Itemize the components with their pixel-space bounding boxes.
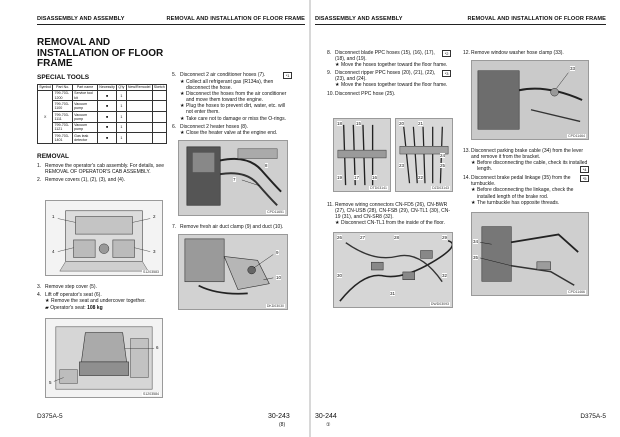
step-text: Disconnect blade PPC hoses (15), (16), (17), (18), and (19).: [335, 50, 435, 63]
note-text: Close the heater valve at the engine end.: [186, 129, 278, 136]
figure-brake-linkage: [471, 212, 589, 296]
tool-qty: 1: [117, 90, 127, 101]
right-column-2: [463, 48, 589, 56]
figure-code: S1203583: [143, 270, 159, 274]
tool-necessity: ■: [98, 112, 117, 123]
tool-qty: 1: [117, 101, 127, 112]
callout-22: 22: [418, 175, 424, 180]
step-6-note: ★ Close the heater valve at the engine end.: [180, 129, 278, 136]
tool-necessity: ■: [98, 133, 117, 144]
reference-mark: *1: [283, 72, 292, 79]
callout-20: 20: [399, 121, 405, 126]
tool-part-name: Service tool kit: [72, 90, 97, 101]
left-header-rule: [37, 24, 305, 25]
th-new-remodel: New/Remodel: [127, 85, 151, 90]
note-text: Move the hoses together toward the floor frame.: [341, 82, 448, 89]
right-footer-sub: ①: [326, 422, 331, 428]
tool-part-name: Vacuum pump: [72, 101, 97, 112]
callout-4: 4: [52, 249, 55, 254]
step-11: [327, 202, 451, 220]
step-text: Remove step cover (5).: [45, 284, 97, 290]
reference-number: 5: [584, 176, 587, 182]
callout-3: 3: [153, 249, 156, 254]
table-row: [38, 112, 167, 123]
reference-number: 2: [446, 51, 449, 56]
left-footer-sub: (8): [279, 422, 286, 428]
figure-blade-ppc: [333, 118, 391, 192]
callout-34: 34: [473, 239, 479, 244]
tool-necessity: ■: [98, 90, 117, 101]
reference-mark: *3: [442, 70, 451, 77]
step-number: 3.: [37, 284, 42, 290]
left-column-2: [172, 70, 292, 136]
tool-part-no: 799-703-1401: [53, 133, 73, 144]
figure-code: DWD03093: [430, 302, 449, 306]
callout-5: 5: [49, 380, 52, 385]
step-text: Disconnect parking brake cable (34) from the lever and remove it from the bracket.: [471, 148, 583, 161]
figure-ac-hoses: [178, 140, 288, 216]
step-number: 5.: [172, 72, 177, 78]
step-5-note-1: ★ Collect all refrigerant gas (R134a), then disconnect the hose.: [172, 79, 292, 91]
step-number: 6.: [172, 123, 177, 130]
tool-necessity: ■: [98, 101, 117, 112]
left-header-title: REMOVAL AND INSTALLATION OF FLOOR FRAME: [166, 16, 305, 22]
step-text: Disconnect PPC hose (25).: [335, 90, 396, 97]
th-sketch: Sketch: [153, 85, 165, 90]
step-5-note-3: ★ Plug the hoses to prevent dirt, water, etc. will not enter them.: [172, 103, 292, 115]
step-9: [327, 70, 451, 82]
figure-washer-hose-drawing: [472, 61, 588, 139]
step-number: 13.: [463, 148, 470, 154]
reference-mark: *5: [580, 175, 589, 182]
callout-30: 30: [337, 273, 343, 278]
step-text: Disconnect 2 air conditioner hoses (7).: [180, 72, 266, 78]
figure-covers: [45, 200, 163, 276]
tool-part-no: 799-703-1200: [53, 90, 73, 101]
callout-25: 25: [440, 163, 446, 168]
seat-weight: [37, 305, 167, 311]
right-column-2-lower: [463, 146, 589, 206]
figure-washer-hose: [471, 60, 589, 140]
callout-1: 1: [52, 214, 55, 219]
th-symbol: Symbol: [39, 85, 52, 90]
right-column-1: [327, 48, 451, 97]
callout-18: 18: [337, 121, 343, 126]
note-text: Disconnect CN-TL1 from the inside of the floor.: [341, 220, 445, 227]
step-10: [327, 91, 451, 97]
callout-7: 7: [233, 177, 236, 182]
right-column-1-lower: [327, 200, 451, 226]
step-text: Remove the operator's cab assembly. For details, see REMOVAL OF OPERATOR'S CAB ASSEMBLY.: [45, 162, 164, 175]
step-1: [37, 163, 167, 175]
th-part-no: Part No.: [53, 84, 73, 90]
figure-seat: [45, 318, 163, 398]
callout-21: 21: [418, 121, 424, 126]
step-5-note-2: ★ Disconnect the hoses from the air conditioner and move them toward the engine.: [172, 91, 292, 103]
tool-qty: 1: [117, 122, 127, 133]
left-header-section: DISASSEMBLY AND ASSEMBLY: [37, 16, 125, 22]
left-footer-page: 30-243: [268, 413, 290, 420]
page-title: [37, 38, 167, 70]
tool-qty: 1: [117, 133, 127, 144]
th-necessity: Necessity: [99, 85, 115, 90]
figure-duct: [178, 234, 288, 310]
callout-32: 32: [442, 273, 448, 278]
th-part-name: Part name: [72, 84, 97, 90]
step-5-note-4: ★ Take care not to damage or miss the O-rings.: [180, 115, 287, 122]
reference-mark: *2: [442, 50, 451, 57]
figure-code: CPD11651: [267, 210, 284, 214]
callout-9: 9: [276, 250, 279, 255]
right-footer-page: 30-244: [315, 413, 337, 420]
step-text: Remove fresh air duct clamp (9) and duct (10).: [180, 224, 284, 230]
note-text: Before disconnecting the cable, check its installed length.: [477, 160, 588, 173]
weight-icon: ▰: [45, 305, 49, 312]
figure-duct-drawing: [179, 235, 287, 309]
figure-code: CPD11466: [568, 290, 585, 294]
figure-code: DTD03141: [370, 186, 387, 190]
callout-35: 35: [473, 255, 479, 260]
step-number: 8.: [327, 50, 332, 56]
special-tools-table: [37, 84, 167, 144]
callout-17: 17: [354, 175, 360, 180]
step-2: [37, 177, 167, 183]
step-number: 14.: [463, 175, 470, 182]
step-8-note: ★ Move the hoses together toward the floor frame.: [335, 62, 448, 69]
step-number: 2.: [37, 177, 42, 184]
right-header-title: REMOVAL AND INSTALLATION OF FLOOR FRAME: [467, 16, 606, 22]
table-row: [38, 133, 167, 144]
callout-6: 6: [156, 345, 159, 350]
callout-29: 29: [442, 235, 448, 240]
step-11-note: ★ Disconnect CN-TL1 from the inside of the floor.: [335, 220, 445, 227]
figure-ripper-ppc: [395, 118, 453, 192]
step-number: 1.: [37, 162, 42, 169]
tool-necessity: ■: [98, 122, 117, 133]
tool-part-name: Vacuum pump: [72, 122, 97, 133]
table-row: [38, 90, 167, 101]
step-8: [327, 50, 451, 62]
figure-seat-drawing: [46, 319, 162, 397]
page-title-line-1: REMOVAL AND: [37, 37, 111, 48]
step-4-note: ★ Remove the seat and undercover together.: [45, 298, 146, 305]
note-text: Move the hoses together toward the floor frame.: [341, 62, 448, 69]
step-text: Remove covers (1), (2), (3), and (4).: [45, 177, 126, 184]
step-number: 4.: [37, 292, 42, 299]
page-title-line-2: INSTALLATION OF FLOOR: [37, 47, 164, 59]
reference-mark: *4: [580, 166, 589, 173]
figure-code: DKD03030: [266, 304, 284, 308]
step-5: [172, 72, 292, 79]
callout-8: 8: [265, 163, 268, 168]
tool-qty: 1: [117, 112, 127, 123]
callout-10: 10: [276, 275, 282, 280]
step-number: 7.: [172, 224, 177, 230]
left-column-1: [37, 38, 167, 183]
step-3: [37, 284, 167, 290]
tool-part-no: 799-703-1111: [53, 112, 73, 123]
step-13-note: ★ Before disconnecting the cable, check its installed length. *4: [471, 160, 588, 173]
step-number: 10.: [327, 90, 334, 97]
tool-part-name: Vacuum pump: [72, 112, 97, 123]
reference-number: 3: [446, 71, 449, 77]
step-number: 9.: [327, 70, 332, 77]
step-text: Remove wiring connectors CN-FD5 (26), CN-BWR (27), CN-USB (28), CN-FSB (29), CN-TL1 (30), CN-19 (31), and CN-SR8 (32).: [335, 202, 451, 221]
figure-code: DZD03143: [432, 186, 449, 190]
left-page: [0, 0, 309, 437]
note-text: Take care not to damage or miss the O-rings.: [186, 115, 287, 122]
table-row: [38, 101, 167, 112]
seat-weight-value: 108 kg: [87, 305, 103, 312]
right-header-section: DISASSEMBLY AND ASSEMBLY: [315, 16, 403, 22]
callout-33: 33: [570, 66, 576, 71]
tool-part-name: Gas leak detector: [72, 133, 97, 144]
note-text: Remove the seat and undercover together.: [51, 298, 146, 305]
note-text: Before disconnecting the linkage, check the installed length of the brake rod.: [477, 187, 574, 200]
figure-covers-drawing: [46, 201, 162, 275]
figure-brake-linkage-drawing: [472, 213, 588, 295]
th-qty: Q'ty: [118, 85, 125, 90]
table-row: [38, 122, 167, 133]
tool-part-no: 799-703-1100: [53, 101, 73, 112]
callout-19: 19: [337, 175, 343, 180]
figure-code: S1203584: [143, 392, 159, 396]
seat-weight-label: Operator's seat:: [50, 305, 86, 312]
tool-part-no: 799-703-1121: [53, 122, 73, 133]
figure-blade-ppc-drawing: [334, 119, 390, 191]
callout-26: 26: [337, 235, 343, 240]
callout-27: 27: [360, 235, 366, 240]
step-14-note-1: ★ Before disconnecting the linkage, check the installed length of the brake rod.: [463, 187, 589, 199]
step-14: [463, 175, 589, 187]
step-text: Remove window washer hose clamp (33).: [471, 50, 564, 56]
step-text: Disconnect brake pedal linkage (35) from the turnbuckle.: [471, 175, 571, 188]
reference-number: 1: [287, 73, 290, 78]
callout-23: 23: [399, 163, 405, 168]
left-footer-model: D375A-5: [37, 413, 63, 420]
step-text: Disconnect 2 heater hoses (8).: [180, 123, 249, 130]
left-column-1-lower: [37, 282, 167, 311]
removal-heading: REMOVAL: [37, 152, 70, 160]
step-7: [172, 224, 292, 230]
tool-symbol: X: [38, 90, 53, 143]
special-tools-heading: SPECIAL TOOLS: [37, 73, 90, 81]
callout-31: 31: [390, 291, 396, 296]
right-footer-model: D375A-5: [580, 413, 606, 420]
step-text: Lift off operator's seat (6).: [45, 292, 102, 299]
reference-number: 4: [584, 167, 587, 173]
note-text: Collect all refrigerant gas (R134a), then disconnect the hose.: [186, 79, 274, 92]
step-13: [463, 148, 589, 160]
right-header-rule: [315, 24, 606, 25]
step-9-note: ★ Move the hoses together toward the floor frame.: [335, 82, 448, 89]
step-text: Disconnect ripper PPC hoses (20), (21), (22), (23), and (24).: [335, 70, 436, 83]
callout-15: 15: [356, 121, 362, 126]
callout-2: 2: [153, 214, 156, 219]
figure-wiring: [333, 232, 453, 308]
callout-28: 28: [394, 235, 400, 240]
step-number: 12.: [463, 50, 470, 56]
step-number: 11.: [327, 202, 334, 208]
step-12: [463, 50, 589, 56]
left-column-2-lower: [172, 222, 292, 230]
note-text: The turnbuckle has opposite threads.: [477, 199, 560, 206]
callout-16: 16: [372, 175, 378, 180]
page-title-line-3: FRAME: [37, 58, 73, 69]
figure-code: CPD11464: [568, 134, 585, 138]
callout-24: 24: [440, 153, 446, 158]
right-page: [311, 0, 620, 437]
note-text: Plug the hoses to prevent dirt, water, etc. will not enter them.: [186, 103, 285, 116]
step-14-note-2: ★ The turnbuckle has opposite threads.: [471, 199, 560, 206]
note-text: Disconnect the hoses from the air conditioner and move them toward the engine.: [186, 91, 287, 104]
